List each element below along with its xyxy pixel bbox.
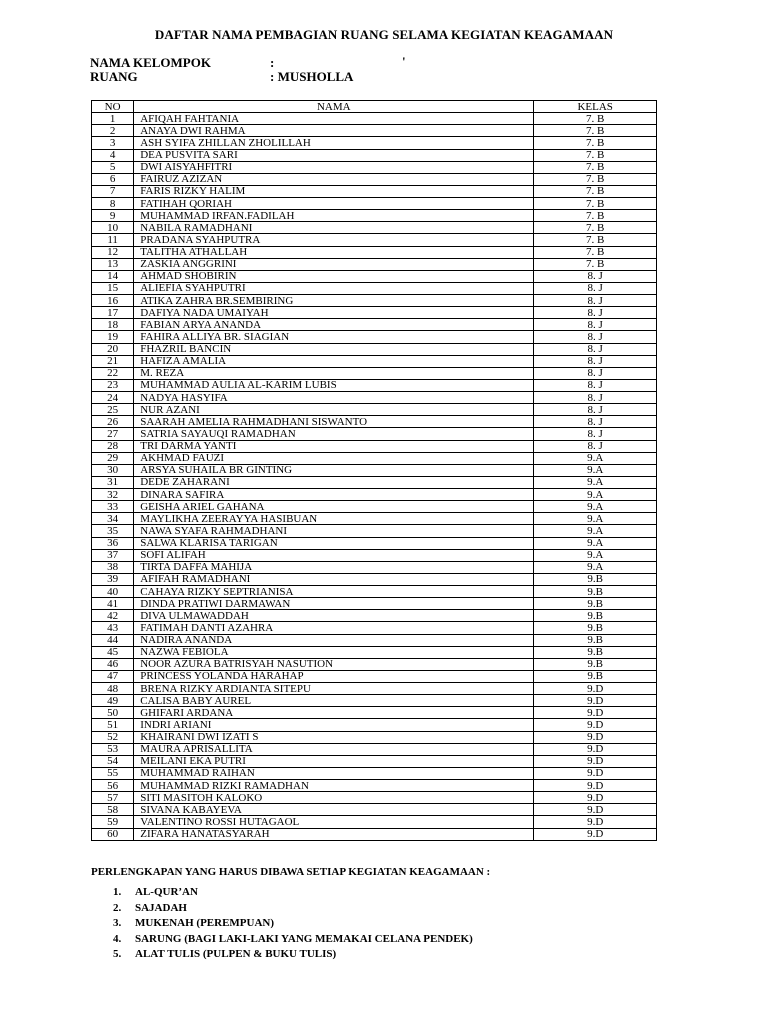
cell-no: 36 <box>92 537 134 549</box>
cell-nama: ASH SYIFA ZHILLAN ZHOLILLAH <box>134 137 534 149</box>
cell-kelas: 9.A <box>534 452 657 464</box>
cell-no: 45 <box>92 646 134 658</box>
cell-no: 24 <box>92 392 134 404</box>
cell-kelas: 8. J <box>534 416 657 428</box>
table-row <box>92 464 657 476</box>
table-row <box>92 549 657 561</box>
table-row <box>92 658 657 670</box>
cell-nama: AFIQAH FAHTANIA <box>134 113 534 125</box>
cell-kelas: 8. J <box>534 379 657 391</box>
cell-kelas: 8. J <box>534 367 657 379</box>
cell-nama: TIRTA DAFFA MAHIJA <box>134 561 534 573</box>
table-row <box>92 173 657 185</box>
cell-no: 34 <box>92 513 134 525</box>
cell-nama: FARIS RIZKY HALIM <box>134 185 534 197</box>
table-row <box>92 586 657 598</box>
table-row <box>92 198 657 210</box>
document-title: DAFTAR NAMA PEMBAGIAN RUANG SELAMA KEGIATAN KEAGAMAAN <box>154 27 614 42</box>
table-row <box>92 149 657 161</box>
table-row <box>92 670 657 682</box>
cell-nama: DIVA ULMAWADDAH <box>134 610 534 622</box>
table-row <box>92 270 657 282</box>
cell-no: 6 <box>92 173 134 185</box>
cell-nama: HAFIZA AMALIA <box>134 355 534 367</box>
list-item-text: SARUNG (BAGI LAKI-LAKI YANG MEMAKAI CELANA PENDEK) <box>135 932 473 945</box>
cell-kelas: 7. B <box>534 161 657 173</box>
cell-no: 37 <box>92 549 134 561</box>
cell-kelas: 9.D <box>534 683 657 695</box>
cell-nama: MUHAMMAD RAIHAN <box>134 767 534 779</box>
table-row <box>92 331 657 343</box>
cell-no: 56 <box>92 780 134 792</box>
cell-nama: FABIAN ARYA ANANDA <box>134 319 534 331</box>
table-row <box>92 125 657 137</box>
cell-kelas: 8. J <box>534 319 657 331</box>
table-row <box>92 416 657 428</box>
cell-kelas: 9.B <box>534 658 657 670</box>
cell-no: 14 <box>92 270 134 282</box>
cell-no: 31 <box>92 476 134 488</box>
cell-kelas: 9.A <box>534 561 657 573</box>
cell-kelas: 8. J <box>534 392 657 404</box>
table-row <box>92 379 657 391</box>
cell-no: 26 <box>92 416 134 428</box>
cell-kelas: 9.B <box>534 646 657 658</box>
group-mark: ' <box>402 54 406 69</box>
cell-kelas: 9.A <box>534 549 657 561</box>
cell-nama: SOFI ALIFAH <box>134 549 534 561</box>
cell-nama: GHIFARI ARDANA <box>134 707 534 719</box>
table-row <box>92 719 657 731</box>
cell-nama: FATIHAH QORIAH <box>134 198 534 210</box>
table-row <box>92 646 657 658</box>
cell-no: 54 <box>92 755 134 767</box>
header-nama: NAMA <box>134 101 534 113</box>
cell-kelas: 7. B <box>534 173 657 185</box>
table-header-row <box>92 101 657 113</box>
list-item-number: 2. <box>113 901 122 914</box>
cell-no: 21 <box>92 355 134 367</box>
cell-no: 46 <box>92 658 134 670</box>
cell-nama: TALITHA ATHALLAH <box>134 246 534 258</box>
cell-kelas: 8. J <box>534 270 657 282</box>
cell-no: 40 <box>92 586 134 598</box>
table-row <box>92 537 657 549</box>
cell-nama: VALENTINO ROSSI HUTAGAOL <box>134 816 534 828</box>
cell-no: 10 <box>92 222 134 234</box>
table-row <box>92 258 657 270</box>
cell-no: 28 <box>92 440 134 452</box>
cell-nama: FAIRUZ AZIZAN <box>134 173 534 185</box>
group-line <box>90 56 274 69</box>
cell-nama: ANAYA DWI RAHMA <box>134 125 534 137</box>
table-row <box>92 319 657 331</box>
cell-no: 47 <box>92 670 134 682</box>
equipment-list <box>113 885 473 963</box>
cell-no: 48 <box>92 683 134 695</box>
cell-no: 41 <box>92 598 134 610</box>
cell-kelas: 7. B <box>534 149 657 161</box>
cell-kelas: 9.B <box>534 670 657 682</box>
cell-kelas: 9.D <box>534 816 657 828</box>
cell-nama: NADIRA ANANDA <box>134 634 534 646</box>
table-row <box>92 683 657 695</box>
cell-kelas: 9.D <box>534 755 657 767</box>
cell-kelas: 8. J <box>534 307 657 319</box>
student-table <box>91 100 657 841</box>
cell-nama: NAWA SYAFA RAHMADHANI <box>134 525 534 537</box>
table-row <box>92 367 657 379</box>
cell-kelas: 9.B <box>534 598 657 610</box>
table-row <box>92 113 657 125</box>
cell-kelas: 9.D <box>534 707 657 719</box>
table-row <box>92 428 657 440</box>
cell-kelas: 9.B <box>534 622 657 634</box>
cell-nama: TRI DARMA YANTI <box>134 440 534 452</box>
header-no: NO <box>92 101 134 113</box>
cell-kelas: 8. J <box>534 295 657 307</box>
cell-nama: MEILANI EKA PUTRI <box>134 755 534 767</box>
table-row <box>92 792 657 804</box>
cell-no: 35 <box>92 525 134 537</box>
cell-nama: NABILA RAMADHANI <box>134 222 534 234</box>
table-row <box>92 307 657 319</box>
cell-no: 39 <box>92 573 134 585</box>
cell-kelas: 9.D <box>534 743 657 755</box>
table-row <box>92 440 657 452</box>
table-row <box>92 489 657 501</box>
list-item-number: 3. <box>113 917 122 929</box>
cell-no: 13 <box>92 258 134 270</box>
cell-no: 30 <box>92 464 134 476</box>
cell-nama: MUHAMMAD AULIA AL-KARIM LUBIS <box>134 379 534 391</box>
cell-kelas: 9.D <box>534 804 657 816</box>
cell-kelas: 8. J <box>534 282 657 294</box>
list-item-number: 1. <box>113 886 122 898</box>
cell-no: 25 <box>92 404 134 416</box>
cell-nama: SALWA KLARISA TARIGAN <box>134 537 534 549</box>
table-row <box>92 767 657 779</box>
list-item-text: AL-QUR’AN <box>135 886 198 898</box>
table-row <box>92 634 657 646</box>
cell-kelas: 9.D <box>534 695 657 707</box>
table-row <box>92 780 657 792</box>
cell-kelas: 7. B <box>534 210 657 222</box>
group-label: NAMA KELOMPOK <box>90 55 211 70</box>
room-line <box>90 70 353 83</box>
list-item-number: 5. <box>113 948 122 960</box>
cell-nama: CAHAYA RIZKY SEPTRIANISA <box>134 586 534 598</box>
cell-nama: PRADANA SYAHPUTRA <box>134 234 534 246</box>
cell-kelas: 9.D <box>534 780 657 792</box>
cell-kelas: 9.B <box>534 634 657 646</box>
cell-nama: AKHMAD FAUZI <box>134 452 534 464</box>
cell-nama: CALISA BABY AUREL <box>134 695 534 707</box>
list-item <box>113 932 473 948</box>
table-row <box>92 392 657 404</box>
list-item-number: 4. <box>113 932 122 945</box>
cell-no: 1 <box>92 113 134 125</box>
table-row <box>92 695 657 707</box>
cell-nama: FAHIRA ALLIYA BR. SIAGIAN <box>134 331 534 343</box>
table-row <box>92 246 657 258</box>
table-row <box>92 525 657 537</box>
table-row <box>92 282 657 294</box>
cell-no: 22 <box>92 367 134 379</box>
cell-nama: DINDA PRATIWI DARMAWAN <box>134 598 534 610</box>
cell-nama: M. REZA <box>134 367 534 379</box>
cell-no: 15 <box>92 282 134 294</box>
cell-no: 23 <box>92 379 134 391</box>
cell-no: 52 <box>92 731 134 743</box>
table-row <box>92 343 657 355</box>
table-row <box>92 755 657 767</box>
cell-no: 32 <box>92 489 134 501</box>
cell-no: 51 <box>92 719 134 731</box>
cell-no: 12 <box>92 246 134 258</box>
table-row <box>92 707 657 719</box>
cell-kelas: 9.B <box>534 586 657 598</box>
cell-no: 50 <box>92 707 134 719</box>
table-row <box>92 404 657 416</box>
cell-kelas: 9.D <box>534 767 657 779</box>
cell-kelas: 7. B <box>534 222 657 234</box>
cell-nama: MUHAMMAD RIZKI RAMADHAN <box>134 780 534 792</box>
cell-kelas: 8. J <box>534 355 657 367</box>
cell-nama: DINARA SAFIRA <box>134 489 534 501</box>
header-kelas: KELAS <box>534 101 657 113</box>
cell-nama: INDRI ARIANI <box>134 719 534 731</box>
cell-kelas: 8. J <box>534 428 657 440</box>
cell-nama: ATIKA ZAHRA BR.SEMBIRING <box>134 295 534 307</box>
table-row <box>92 573 657 585</box>
table-body <box>92 113 657 841</box>
cell-kelas: 9.A <box>534 476 657 488</box>
cell-nama: MUHAMMAD IRFAN.FADILAH <box>134 210 534 222</box>
cell-kelas: 7. B <box>534 125 657 137</box>
cell-kelas: 9.A <box>534 513 657 525</box>
cell-no: 5 <box>92 161 134 173</box>
table-row <box>92 513 657 525</box>
equipment-title: PERLENGKAPAN YANG HARUS DIBAWA SETIAP KEGIATAN KEAGAMAAN : <box>91 866 491 878</box>
table-row <box>92 816 657 828</box>
cell-nama: SITI MASITOH KALOKO <box>134 792 534 804</box>
cell-no: 2 <box>92 125 134 137</box>
table-row <box>92 210 657 222</box>
cell-nama: DAFIYA NADA UMAIYAH <box>134 307 534 319</box>
cell-kelas: 9.A <box>534 464 657 476</box>
table-row <box>92 743 657 755</box>
cell-kelas: 9.D <box>534 719 657 731</box>
list-item <box>113 901 473 917</box>
cell-nama: ALIEFIA SYAHPUTRI <box>134 282 534 294</box>
cell-kelas: 8. J <box>534 331 657 343</box>
cell-no: 58 <box>92 804 134 816</box>
list-item <box>113 947 473 963</box>
cell-nama: DWI AISYAHFITRI <box>134 161 534 173</box>
cell-nama: ZASKIA ANGGRINI <box>134 258 534 270</box>
cell-no: 60 <box>92 828 134 840</box>
table-row <box>92 501 657 513</box>
cell-kelas: 8. J <box>534 343 657 355</box>
cell-no: 38 <box>92 561 134 573</box>
cell-kelas: 7. B <box>534 234 657 246</box>
cell-kelas: 7. B <box>534 246 657 258</box>
cell-nama: NOOR AZURA BATRISYAH NASUTION <box>134 658 534 670</box>
cell-nama: GEISHA ARIEL GAHANA <box>134 501 534 513</box>
table-row <box>92 222 657 234</box>
cell-no: 27 <box>92 428 134 440</box>
cell-kelas: 9.A <box>534 489 657 501</box>
cell-kelas: 9.B <box>534 573 657 585</box>
cell-no: 20 <box>92 343 134 355</box>
cell-kelas: 7. B <box>534 185 657 197</box>
room-value: : MUSHOLLA <box>270 69 354 84</box>
list-item-text: SAJADAH <box>135 901 187 914</box>
cell-kelas: 7. B <box>534 258 657 270</box>
cell-nama: ARSYA SUHAILA BR GINTING <box>134 464 534 476</box>
cell-nama: NUR AZANI <box>134 404 534 416</box>
cell-nama: FHAZRIL BANCIN <box>134 343 534 355</box>
cell-nama: AHMAD SHOBIRIN <box>134 270 534 282</box>
cell-kelas: 8. J <box>534 440 657 452</box>
table-row <box>92 622 657 634</box>
cell-nama: SAARAH AMELIA RAHMADHANI SISWANTO <box>134 416 534 428</box>
table-row <box>92 295 657 307</box>
cell-nama: KHAIRANI DWI IZATI S <box>134 731 534 743</box>
cell-nama: BRENA RIZKY ARDIANTA SITEPU <box>134 683 534 695</box>
table-row <box>92 731 657 743</box>
cell-kelas: 7. B <box>534 137 657 149</box>
list-item-text: ALAT TULIS (PULPEN & BUKU TULIS) <box>135 948 337 960</box>
cell-no: 11 <box>92 234 134 246</box>
table-row <box>92 610 657 622</box>
cell-no: 42 <box>92 610 134 622</box>
cell-no: 18 <box>92 319 134 331</box>
cell-nama: FATIMAH DANTI AZAHRA <box>134 622 534 634</box>
cell-kelas: 9.A <box>534 525 657 537</box>
cell-no: 8 <box>92 198 134 210</box>
table-row <box>92 234 657 246</box>
table-row <box>92 476 657 488</box>
table-row <box>92 452 657 464</box>
cell-no: 9 <box>92 210 134 222</box>
cell-nama: DEA PUSVITA SARI <box>134 149 534 161</box>
cell-nama: SATRIA SAYAUQI RAMADHAN <box>134 428 534 440</box>
cell-no: 49 <box>92 695 134 707</box>
cell-kelas: 7. B <box>534 198 657 210</box>
table-row <box>92 561 657 573</box>
cell-nama: AFIFAH RAMADHANI <box>134 573 534 585</box>
cell-kelas: 9.D <box>534 828 657 840</box>
cell-nama: NADYA HASYIFA <box>134 392 534 404</box>
cell-nama: MAURA APRISALLITA <box>134 743 534 755</box>
table-row <box>92 137 657 149</box>
table-row <box>92 828 657 840</box>
list-item-text: MUKENAH (PEREMPUAN) <box>135 917 275 929</box>
cell-kelas: 9.D <box>534 792 657 804</box>
cell-no: 29 <box>92 452 134 464</box>
cell-no: 57 <box>92 792 134 804</box>
cell-kelas: 8. J <box>534 404 657 416</box>
cell-no: 59 <box>92 816 134 828</box>
cell-nama: DEDE ZAHARANI <box>134 476 534 488</box>
cell-nama: MAYLIKHA ZEERAYYA HASIBUAN <box>134 513 534 525</box>
cell-no: 7 <box>92 185 134 197</box>
cell-no: 16 <box>92 295 134 307</box>
cell-nama: ZIFARA HANATASYARAH <box>134 828 534 840</box>
cell-no: 43 <box>92 622 134 634</box>
cell-nama: NAZWA FEBIOLA <box>134 646 534 658</box>
room-label: RUANG <box>90 69 138 84</box>
cell-no: 17 <box>92 307 134 319</box>
table-row <box>92 598 657 610</box>
cell-no: 3 <box>92 137 134 149</box>
cell-kelas: 9.B <box>534 610 657 622</box>
table-row <box>92 161 657 173</box>
cell-no: 53 <box>92 743 134 755</box>
cell-no: 55 <box>92 767 134 779</box>
list-item <box>113 916 473 932</box>
list-item <box>113 885 473 901</box>
table-row <box>92 804 657 816</box>
group-value: : <box>270 55 275 70</box>
cell-kelas: 9.A <box>534 537 657 549</box>
table-row <box>92 355 657 367</box>
table-row <box>92 185 657 197</box>
cell-kelas: 9.D <box>534 731 657 743</box>
cell-kelas: 9.A <box>534 501 657 513</box>
cell-no: 33 <box>92 501 134 513</box>
cell-no: 44 <box>92 634 134 646</box>
cell-no: 4 <box>92 149 134 161</box>
cell-no: 19 <box>92 331 134 343</box>
cell-nama: PRINCESS YOLANDA HARAHAP <box>134 670 534 682</box>
cell-nama: SIVANA KABAYEVA <box>134 804 534 816</box>
cell-kelas: 7. B <box>534 113 657 125</box>
